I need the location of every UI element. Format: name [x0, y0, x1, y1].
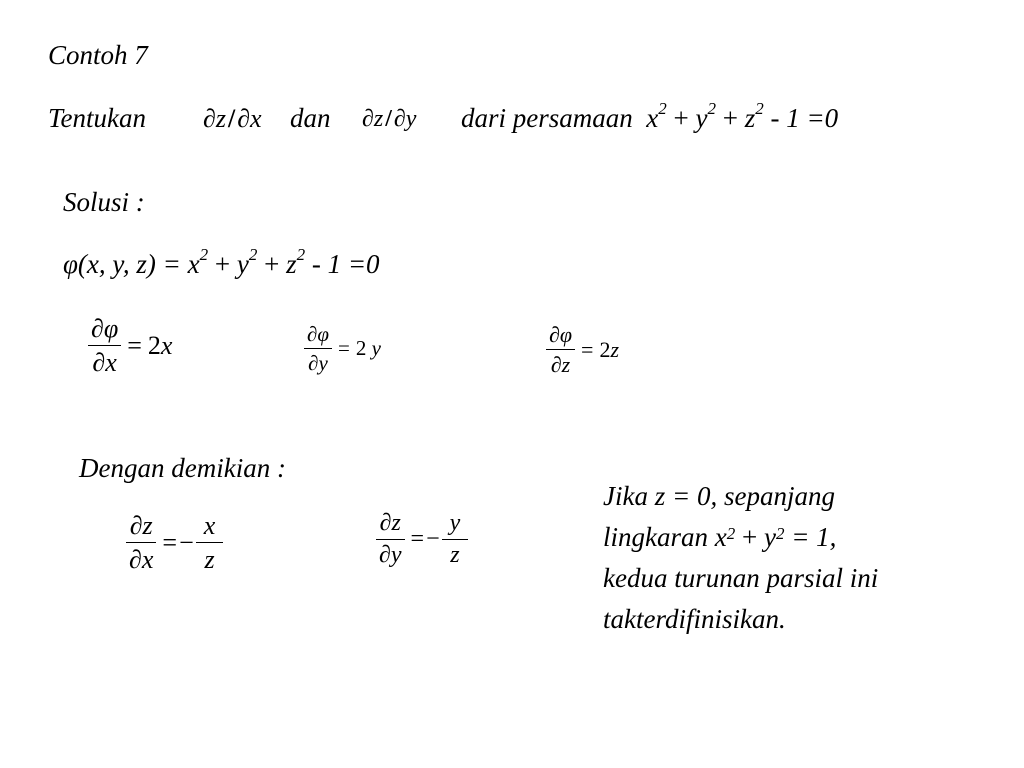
fraction [546, 323, 575, 376]
fraction-denominator: ∂y [379, 542, 402, 569]
fraction [304, 323, 332, 374]
fraction-numerator: ∂φ [91, 314, 119, 343]
phi-x: x [187, 249, 200, 279]
d1-den: ∂x [237, 104, 262, 133]
variable: z [610, 336, 620, 362]
phi-plus-2: + [257, 249, 287, 279]
note-text: lingkaran [603, 522, 715, 552]
d2-slash: / [385, 106, 392, 132]
fraction [376, 511, 405, 568]
fraction-denominator: z [450, 542, 460, 569]
phi-z: z [286, 249, 297, 279]
result-dz-dx [126, 512, 223, 574]
phi-y: y [236, 249, 249, 279]
partial-phi-z [546, 323, 619, 376]
fraction-bar [442, 539, 469, 540]
fraction-denominator: z [204, 545, 215, 575]
variable: x [160, 330, 173, 360]
minus-sign: − [179, 527, 194, 557]
fraction-numerator: ∂φ [307, 322, 329, 346]
phi-x-power: 2 [199, 245, 209, 264]
note-text: = 1, [784, 522, 837, 552]
fraction-denominator: ∂y [308, 351, 328, 376]
derivative-dz-dx [203, 104, 262, 134]
note-var-y: y [763, 522, 776, 552]
equals-sign: = [581, 336, 594, 362]
fraction [196, 512, 224, 574]
fraction-bar [88, 345, 121, 346]
eq-x-power: 2 [658, 99, 667, 118]
question-prefix: Tentukan [48, 103, 147, 133]
question-conj: dan [290, 103, 331, 133]
fraction-denominator: ∂z [550, 352, 571, 378]
partial-phi-y [304, 323, 381, 374]
coefficient: 2 [147, 330, 161, 360]
fraction-bar [196, 542, 224, 543]
coefficient: 2 [599, 336, 611, 362]
fraction-numerator: ∂z [129, 511, 153, 540]
fraction [88, 315, 121, 377]
d1-num: ∂z [203, 104, 226, 133]
note-paragraph [603, 476, 983, 640]
d2-den: ∂y [393, 106, 417, 132]
equals-sign: = [127, 330, 142, 360]
phi-y-power: 2 [248, 245, 258, 264]
fraction-numerator: ∂φ [549, 322, 573, 347]
fraction-bar [126, 542, 156, 543]
note-var-x: x [714, 522, 727, 552]
slide-title: Contoh 7 [48, 40, 148, 70]
fraction-bar [376, 539, 405, 540]
result-dz-dy [376, 511, 468, 568]
d2-num: ∂z [362, 106, 384, 132]
equals-sign: = [162, 527, 178, 557]
note-line-1 [603, 476, 983, 517]
coefficient: 2 [355, 336, 367, 361]
question-from: dari persamaan [461, 103, 633, 133]
fraction [126, 512, 156, 574]
solution-label: Solusi : [63, 187, 145, 217]
d1-slash: / [227, 104, 236, 133]
phi-rest: - 1 =0 [305, 249, 380, 279]
eq-plus-2: + [715, 103, 745, 133]
note-plus: + [735, 522, 764, 552]
question-equation [461, 99, 839, 134]
note-line-3: kedua turunan parsial ini [603, 563, 879, 593]
variable: y [371, 336, 381, 361]
eq-y: y [695, 103, 708, 133]
note-line-4: takterdifinisikan. [603, 604, 786, 634]
partial-phi-x [88, 315, 172, 377]
note-line-2 [603, 517, 983, 558]
note-power: 2 [775, 524, 785, 543]
fraction [442, 511, 469, 568]
phi-equation [63, 245, 380, 280]
eq-x: x [646, 103, 659, 133]
equals-sign: = [338, 336, 350, 361]
minus-sign: − [426, 526, 440, 553]
fraction-bar [546, 349, 575, 350]
eq-z: z [744, 103, 756, 133]
fraction-numerator: x [203, 511, 216, 540]
phi-plus-1: + [208, 249, 237, 279]
fraction-denominator: ∂x [92, 348, 117, 378]
eq-z-power: 2 [755, 99, 764, 118]
note-text: Jika [603, 481, 655, 511]
fraction-bar [304, 348, 332, 349]
eq-plus-1: + [666, 103, 696, 133]
fraction-numerator: y [449, 510, 461, 536]
derivative-dz-dy [362, 106, 416, 133]
fraction-denominator: ∂x [129, 545, 154, 575]
fraction-numerator: ∂z [379, 510, 401, 536]
conclusion-label: Dengan demikian : [79, 453, 286, 483]
eq-y-power: 2 [707, 99, 716, 118]
note-power: 2 [726, 524, 736, 543]
note-var-z: z [654, 481, 666, 511]
phi-lhs: φ(x, y, z) = [63, 249, 188, 279]
eq-rest: - 1 =0 [763, 103, 839, 133]
phi-z-power: 2 [296, 245, 306, 264]
note-text: = 0, sepanjang [665, 481, 835, 511]
equals-sign: = [410, 526, 425, 553]
